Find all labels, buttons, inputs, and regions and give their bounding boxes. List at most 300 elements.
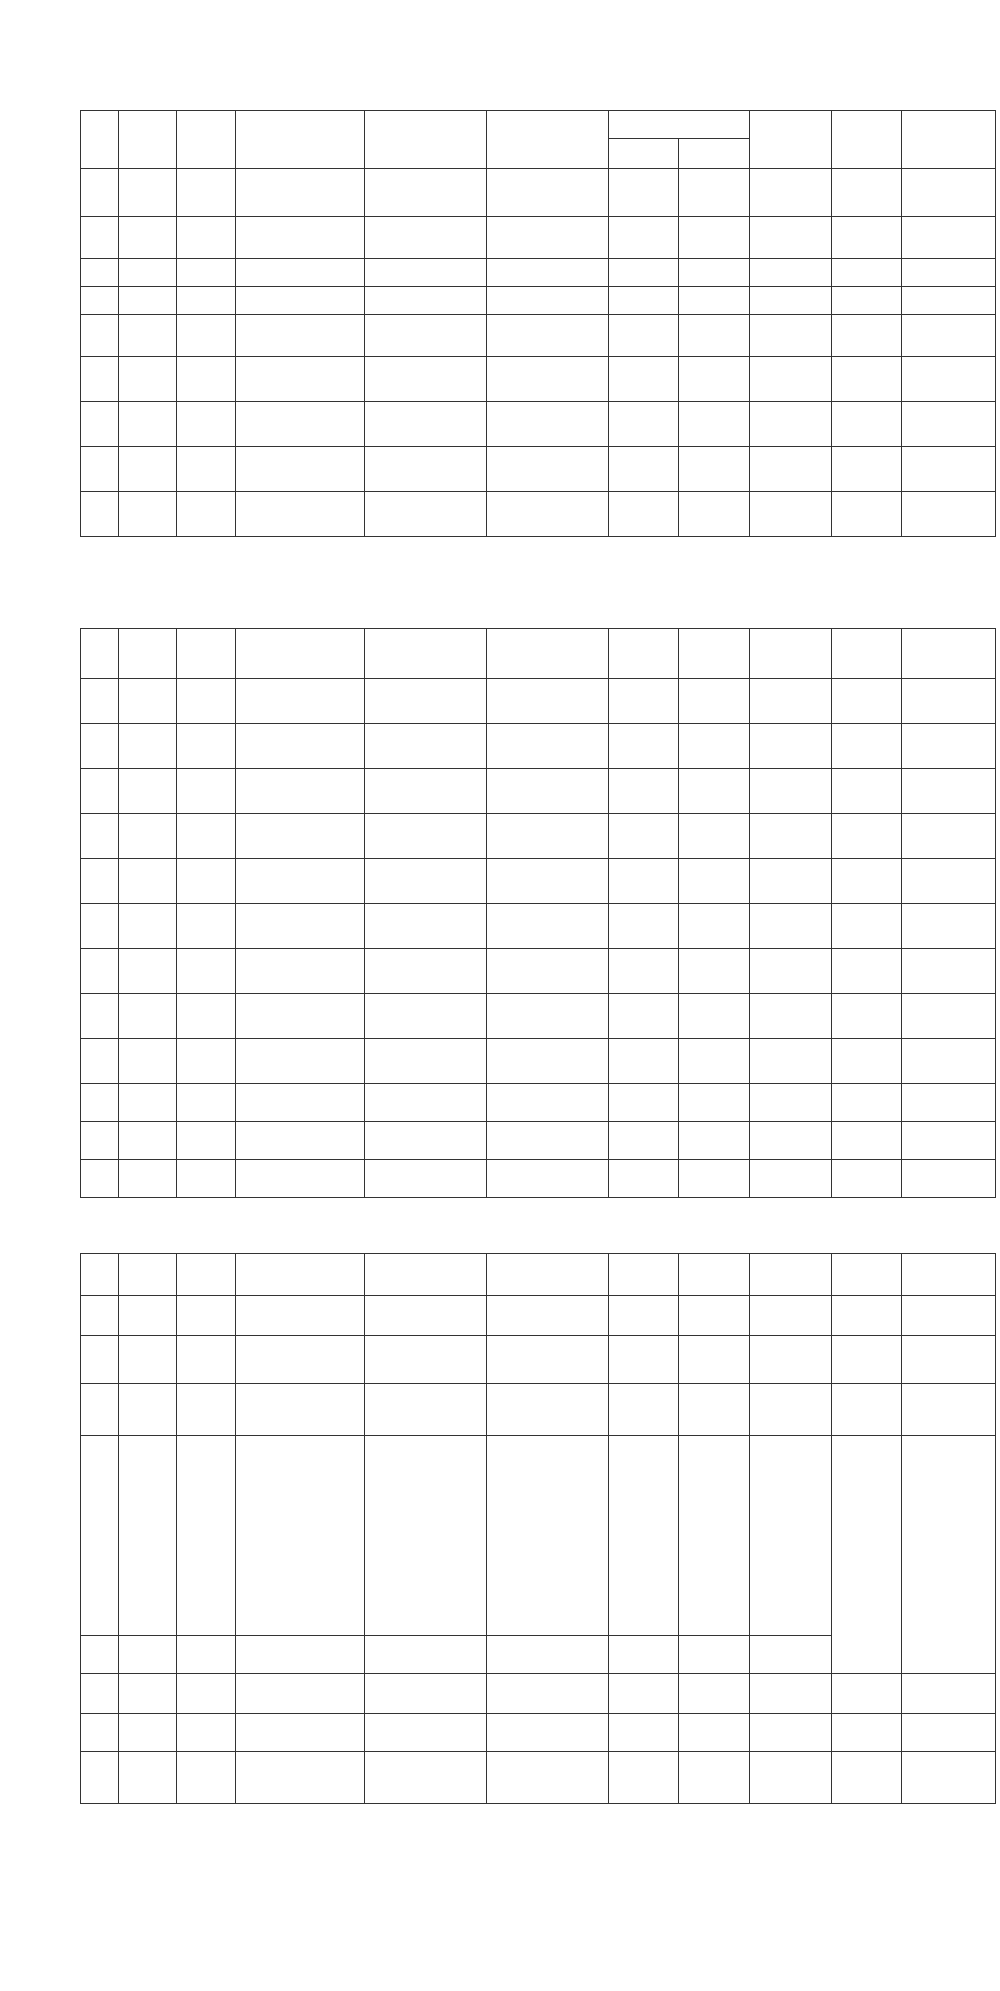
row-wind-capacity [608,1039,678,1084]
row-peak-measure [749,859,831,904]
table-row [81,1039,996,1084]
table-row [81,679,996,724]
row-wind-capacity [608,402,678,447]
row-project-name [235,1674,364,1714]
row-seq [81,315,119,357]
row-remark [902,1752,996,1804]
row-pv-capacity [679,859,749,904]
row-wind-capacity [608,1384,678,1436]
row-seq [81,859,119,904]
row-wind-capacity [608,1436,678,1636]
row-pv-capacity [679,769,749,814]
row-seq [81,1636,119,1674]
row-city [118,1714,177,1752]
row-peak-measure [749,1752,831,1804]
row-seq [81,679,119,724]
row-project-name [235,1636,364,1674]
row-pv-capacity [679,492,749,537]
table-row [81,357,996,402]
row-seq [81,1384,119,1436]
row-project-unit [364,447,486,492]
row-pv-capacity [679,994,749,1039]
row-county [177,357,236,402]
row-location [486,217,608,259]
row-peak-measure [749,1254,831,1296]
row-project-unit [364,169,486,217]
row-wind-capacity [608,447,678,492]
row-project-unit [364,859,486,904]
row-project-name [235,949,364,994]
row-pv-capacity [679,1436,749,1636]
table-row [81,859,996,904]
table-row [81,904,996,949]
row-project-name [235,259,364,287]
row-peak-measure [749,217,831,259]
row-county [177,1160,236,1198]
row-city [118,1160,177,1198]
table-row [81,447,996,492]
row-pv-capacity [679,447,749,492]
row-seq [81,1296,119,1336]
row-project-name [235,1296,364,1336]
row-county [177,1296,236,1336]
row-pv-capacity [679,1160,749,1198]
row-seq [81,357,119,402]
row-project-unit [364,492,486,537]
row-county [177,169,236,217]
row-grid-deadline [831,1436,901,1674]
table-row [81,287,996,315]
row-project-unit [364,679,486,724]
row-county [177,1436,236,1636]
row-wind-capacity [608,1674,678,1714]
row-wind-capacity [608,629,678,679]
row-city [118,1752,177,1804]
row-project-unit [364,1336,486,1384]
row-peak-measure [749,949,831,994]
row-project-unit [364,1436,486,1636]
row-grid-deadline [831,447,901,492]
row-city [118,315,177,357]
row-project-name [235,1254,364,1296]
row-project-name [235,492,364,537]
row-grid-deadline [831,1254,901,1296]
row-grid-deadline [831,1122,901,1160]
row-location [486,904,608,949]
project-table-page-3 [80,1253,996,1804]
row-remark [902,217,996,259]
row-city [118,357,177,402]
row-project-unit [364,1296,486,1336]
row-grid-deadline [831,724,901,769]
row-seq [81,1674,119,1714]
row-city [118,492,177,537]
row-project-unit [364,1674,486,1714]
row-county [177,492,236,537]
row-grid-deadline [831,287,901,315]
row-remark [902,769,996,814]
row-location [486,1336,608,1384]
row-grid-deadline [831,814,901,859]
row-city [118,217,177,259]
row-grid-deadline [831,859,901,904]
row-pv-capacity [679,1122,749,1160]
row-city [118,402,177,447]
row-county [177,1674,236,1714]
row-remark [902,492,996,537]
row-seq [81,994,119,1039]
row-remark [902,994,996,1039]
table-row [81,724,996,769]
row-county [177,315,236,357]
row-project-name [235,679,364,724]
row-project-unit [364,1636,486,1674]
row-seq [81,1254,119,1296]
col-grid-header [831,111,901,169]
row-seq [81,1436,119,1636]
row-project-unit [364,994,486,1039]
row-location [486,1039,608,1084]
row-city [118,1039,177,1084]
row-grid-deadline [831,1084,901,1122]
table-row [81,1674,996,1714]
row-wind-capacity [608,814,678,859]
row-wind-capacity [608,1254,678,1296]
row-project-name [235,1122,364,1160]
row-pv-capacity [679,1674,749,1714]
table-row [81,1160,996,1198]
row-wind-capacity [608,1296,678,1336]
row-city [118,169,177,217]
row-peak-measure [749,1436,831,1636]
row-pv-capacity [679,1296,749,1336]
row-peak-measure [749,1122,831,1160]
row-county [177,1636,236,1674]
table-row [81,492,996,537]
row-remark [902,1336,996,1384]
row-wind-capacity [608,217,678,259]
row-project-name [235,724,364,769]
row-seq [81,1752,119,1804]
row-location [486,949,608,994]
col-city-header [118,111,177,169]
col-county-header [177,111,236,169]
row-city [118,447,177,492]
row-pv-capacity [679,1384,749,1436]
row-pv-capacity [679,287,749,315]
row-project-unit [364,315,486,357]
row-location [486,814,608,859]
row-wind-capacity [608,1636,678,1674]
row-pv-capacity [679,315,749,357]
row-peak-measure [749,904,831,949]
row-seq [81,724,119,769]
row-grid-deadline [831,1296,901,1336]
row-project-unit [364,1752,486,1804]
row-peak-measure [749,357,831,402]
row-grid-deadline [831,259,901,287]
row-county [177,1714,236,1752]
row-project-name [235,629,364,679]
row-pv-capacity [679,1039,749,1084]
row-city [118,1436,177,1636]
row-wind-capacity [608,169,678,217]
row-county [177,629,236,679]
row-remark [902,1714,996,1752]
row-wind-capacity [608,1336,678,1384]
row-grid-deadline [831,1714,901,1752]
row-remark [902,814,996,859]
row-wind-capacity [608,769,678,814]
row-location [486,1752,608,1804]
row-seq [81,1160,119,1198]
row-peak-measure [749,1674,831,1714]
row-county [177,1039,236,1084]
row-project-name [235,447,364,492]
row-project-name [235,1752,364,1804]
row-grid-deadline [831,1160,901,1198]
row-peak-measure [749,1636,831,1674]
project-table-page-2 [80,628,996,1198]
row-seq [81,769,119,814]
row-location [486,1084,608,1122]
row-county [177,217,236,259]
row-peak-measure [749,1384,831,1436]
row-project-name [235,169,364,217]
row-city [118,814,177,859]
row-pv-capacity [679,169,749,217]
row-project-unit [364,1254,486,1296]
row-seq [81,259,119,287]
row-seq [81,814,119,859]
row-grid-deadline [831,1752,901,1804]
row-project-unit [364,1039,486,1084]
row-project-unit [364,904,486,949]
row-location [486,1160,608,1198]
row-remark [902,1160,996,1198]
col-name-header [235,111,364,169]
row-grid-deadline [831,949,901,994]
table-row [81,1336,996,1384]
row-city [118,629,177,679]
row-grid-deadline [831,492,901,537]
row-city [118,994,177,1039]
row-seq [81,169,119,217]
row-pv-capacity [679,217,749,259]
row-pv-capacity [679,629,749,679]
table-row [81,1084,996,1122]
col-wind-header [608,139,678,169]
table-row [81,814,996,859]
row-peak-measure [749,447,831,492]
table-row [81,169,996,217]
table-row [81,1714,996,1752]
row-pv-capacity [679,1636,749,1674]
row-project-name [235,1336,364,1384]
row-county [177,679,236,724]
row-location [486,859,608,904]
row-peak-measure [749,315,831,357]
row-remark [902,357,996,402]
row-location [486,259,608,287]
row-city [118,859,177,904]
row-peak-measure [749,1084,831,1122]
row-county [177,259,236,287]
row-peak-measure [749,679,831,724]
row-location [486,357,608,402]
col-location-header [486,111,608,169]
row-project-name [235,402,364,447]
row-county [177,949,236,994]
table-row [81,769,996,814]
row-county [177,1336,236,1384]
row-county [177,904,236,949]
row-remark [902,859,996,904]
row-remark [902,169,996,217]
row-project-name [235,814,364,859]
row-county [177,287,236,315]
row-city [118,679,177,724]
row-remark [902,1296,996,1336]
table-row [81,949,996,994]
row-project-unit [364,1122,486,1160]
row-remark [902,287,996,315]
col-remark-header [902,111,996,169]
row-city [118,769,177,814]
row-grid-deadline [831,169,901,217]
row-city [118,1254,177,1296]
col-scale-header [608,111,749,139]
row-remark [902,949,996,994]
row-project-unit [364,1160,486,1198]
row-project-name [235,1714,364,1752]
table-row [81,259,996,287]
row-seq [81,492,119,537]
row-city [118,904,177,949]
table-row [81,1384,996,1436]
row-wind-capacity [608,1084,678,1122]
row-city [118,287,177,315]
row-project-name [235,859,364,904]
row-location [486,447,608,492]
row-peak-measure [749,1296,831,1336]
row-project-unit [364,629,486,679]
row-remark [902,447,996,492]
row-grid-deadline [831,1384,901,1436]
row-county [177,1384,236,1436]
table-row [81,1296,996,1336]
row-city [118,1674,177,1714]
row-project-name [235,994,364,1039]
row-peak-measure [749,169,831,217]
row-pv-capacity [679,259,749,287]
row-seq [81,1122,119,1160]
row-project-unit [364,769,486,814]
row-grid-deadline [831,629,901,679]
row-county [177,859,236,904]
row-location [486,287,608,315]
row-remark [902,315,996,357]
row-peak-measure [749,1039,831,1084]
row-project-name [235,904,364,949]
row-seq [81,1084,119,1122]
row-county [177,994,236,1039]
table-row [81,1254,996,1296]
col-seq-header [81,111,119,169]
table-header-row [81,111,996,139]
row-project-name [235,357,364,402]
row-grid-deadline [831,769,901,814]
row-location [486,1296,608,1336]
row-seq [81,447,119,492]
row-project-unit [364,402,486,447]
row-wind-capacity [608,287,678,315]
row-county [177,724,236,769]
row-location [486,492,608,537]
row-seq [81,402,119,447]
row-peak-measure [749,994,831,1039]
row-grid-deadline [831,1674,901,1714]
row-project-unit [364,949,486,994]
row-peak-measure [749,629,831,679]
row-wind-capacity [608,492,678,537]
row-remark [902,904,996,949]
row-project-unit [364,814,486,859]
row-city [118,259,177,287]
row-wind-capacity [608,1752,678,1804]
table-row [81,402,996,447]
row-seq [81,287,119,315]
row-wind-capacity [608,1160,678,1198]
row-county [177,1752,236,1804]
row-location [486,1714,608,1752]
row-project-unit [364,1084,486,1122]
col-unit-header [364,111,486,169]
table-row [81,1752,996,1804]
row-peak-measure [749,259,831,287]
row-peak-measure [749,492,831,537]
row-location [486,315,608,357]
row-project-unit [364,724,486,769]
row-city [118,1336,177,1384]
row-remark [902,1039,996,1084]
row-pv-capacity [679,949,749,994]
row-peak-measure [749,1336,831,1384]
row-city [118,1384,177,1436]
row-remark [902,1084,996,1122]
row-remark [902,679,996,724]
row-remark [902,629,996,679]
row-location [486,402,608,447]
row-seq [81,1714,119,1752]
row-grid-deadline [831,402,901,447]
table-row [81,1436,996,1636]
row-location [486,169,608,217]
row-pv-capacity [679,814,749,859]
row-seq [81,949,119,994]
row-remark [902,402,996,447]
row-location [486,724,608,769]
row-location [486,1384,608,1436]
row-grid-deadline [831,1039,901,1084]
row-location [486,1122,608,1160]
project-table-page-1 [80,110,996,537]
row-seq [81,217,119,259]
row-project-name [235,217,364,259]
row-project-name [235,769,364,814]
row-location [486,994,608,1039]
row-grid-deadline [831,904,901,949]
